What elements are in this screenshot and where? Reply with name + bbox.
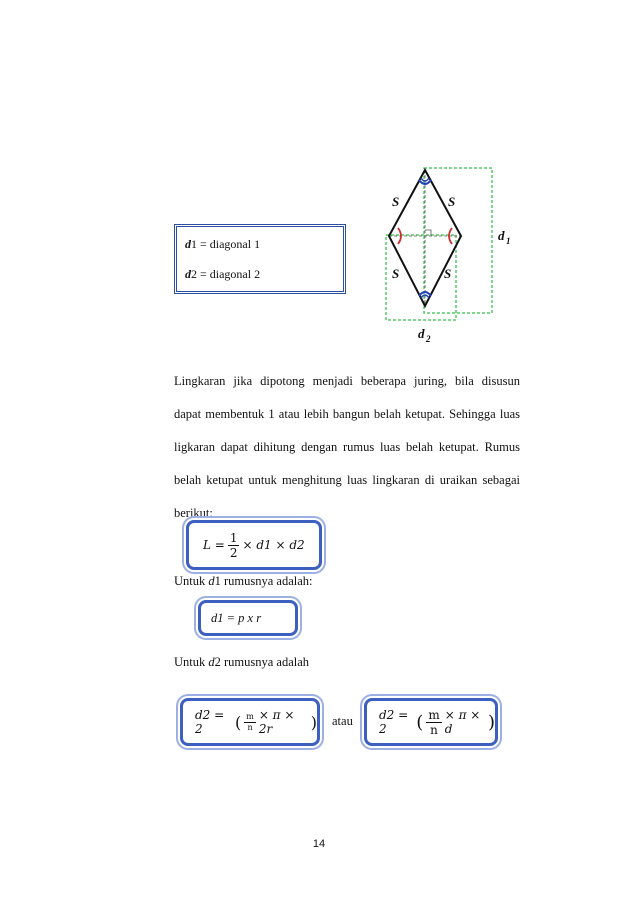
legend-d2-index: 2: [191, 267, 197, 281]
d2a-close-paren: ): [310, 712, 317, 732]
area-formula-lhs: L =: [203, 538, 225, 552]
d2-intro-suffix: rumusnya adalah: [220, 655, 310, 669]
d2b-fraction: [426, 709, 441, 736]
d1-intro-suffix: rumusnya adalah:: [220, 574, 313, 588]
legend-d2: [185, 267, 260, 282]
d2b-fraction-denominator: n: [430, 722, 438, 737]
legend-box: [174, 224, 346, 294]
d2b-fraction-numerator: m: [428, 707, 440, 722]
paragraph-line-3: ligkaran dapat dihitung dengan rumus luas belah ketupat. Rumus: [174, 440, 520, 454]
legend-d1-text: = diagonal 1: [197, 237, 261, 251]
side-label-top-right: S: [448, 194, 456, 209]
d2a-rhs: × π × 2r: [258, 708, 295, 736]
d2b-close-paren: ): [487, 711, 495, 733]
paragraph-line-2: dapat membentuk 1 atau lebih bangun belah ketupat. Sehingga luas: [174, 407, 520, 421]
side-label-bottom-right: S: [444, 266, 452, 281]
d1-intro-index: 1: [214, 574, 221, 588]
d2a-fraction-numerator: m: [246, 711, 254, 721]
legend-d1: [185, 237, 260, 252]
d2-label-sub: 2: [426, 334, 431, 344]
d1-formula: d1 = p x r: [211, 610, 262, 625]
d1-intro-var: d: [208, 574, 215, 588]
d2a-fraction-denominator: n: [247, 722, 253, 732]
connector-text: atau: [332, 714, 353, 728]
paragraph-line-4: belah ketupat untuk menghitung luas lingkaran di uraikan sebagai: [174, 473, 520, 487]
d2a-lhs: d2 = 2: [195, 708, 225, 736]
d2b-lhs: d2 = 2: [379, 708, 409, 736]
legend-d1-index: 1: [191, 237, 197, 251]
d2-formula-b-box: [364, 698, 498, 746]
d2-intro-var: d: [208, 655, 215, 669]
page-number: 14: [312, 838, 326, 850]
d2b-open-paren: (: [416, 711, 424, 733]
d2b-rhs: × π × d: [444, 708, 481, 736]
d2a-fraction: [244, 713, 256, 732]
d1-label: d: [498, 228, 505, 243]
area-fraction-denominator: 2: [229, 545, 238, 560]
legend-d1-symbol: d: [185, 237, 191, 251]
d1-label-sub: 1: [506, 236, 511, 246]
rhombus-figure: [376, 160, 526, 350]
d2-intro-prefix: Untuk: [174, 655, 209, 669]
legend-d2-text: = diagonal 2: [197, 267, 261, 281]
d1-intro: [174, 574, 313, 589]
legend-d2-symbol: d: [185, 267, 191, 281]
side-label-bottom-left: S: [392, 266, 400, 281]
body-paragraph: [174, 365, 520, 530]
top-angle-arc-2: [421, 178, 429, 181]
side-label-top-left: S: [392, 194, 400, 209]
d2a-open-paren: (: [234, 712, 242, 732]
area-formula-box: [186, 520, 322, 570]
d1-intro-prefix: Untuk: [174, 574, 209, 588]
d2-label: d: [418, 326, 425, 341]
d1-formula-box: [198, 600, 298, 636]
area-formula-rhs: × d1 × d2: [242, 538, 305, 552]
d2-intro: [174, 655, 309, 670]
paragraph-line-5: berikut:: [174, 506, 213, 520]
d2-intro-index: 2: [214, 655, 221, 669]
d2-formula-a-box: [180, 698, 320, 746]
paragraph-line-1: Lingkaran jika dipotong menjadi beberapa juring, bila disusun: [174, 374, 520, 388]
area-fraction-numerator: 1: [229, 530, 238, 545]
area-formula-fraction: [228, 532, 240, 559]
